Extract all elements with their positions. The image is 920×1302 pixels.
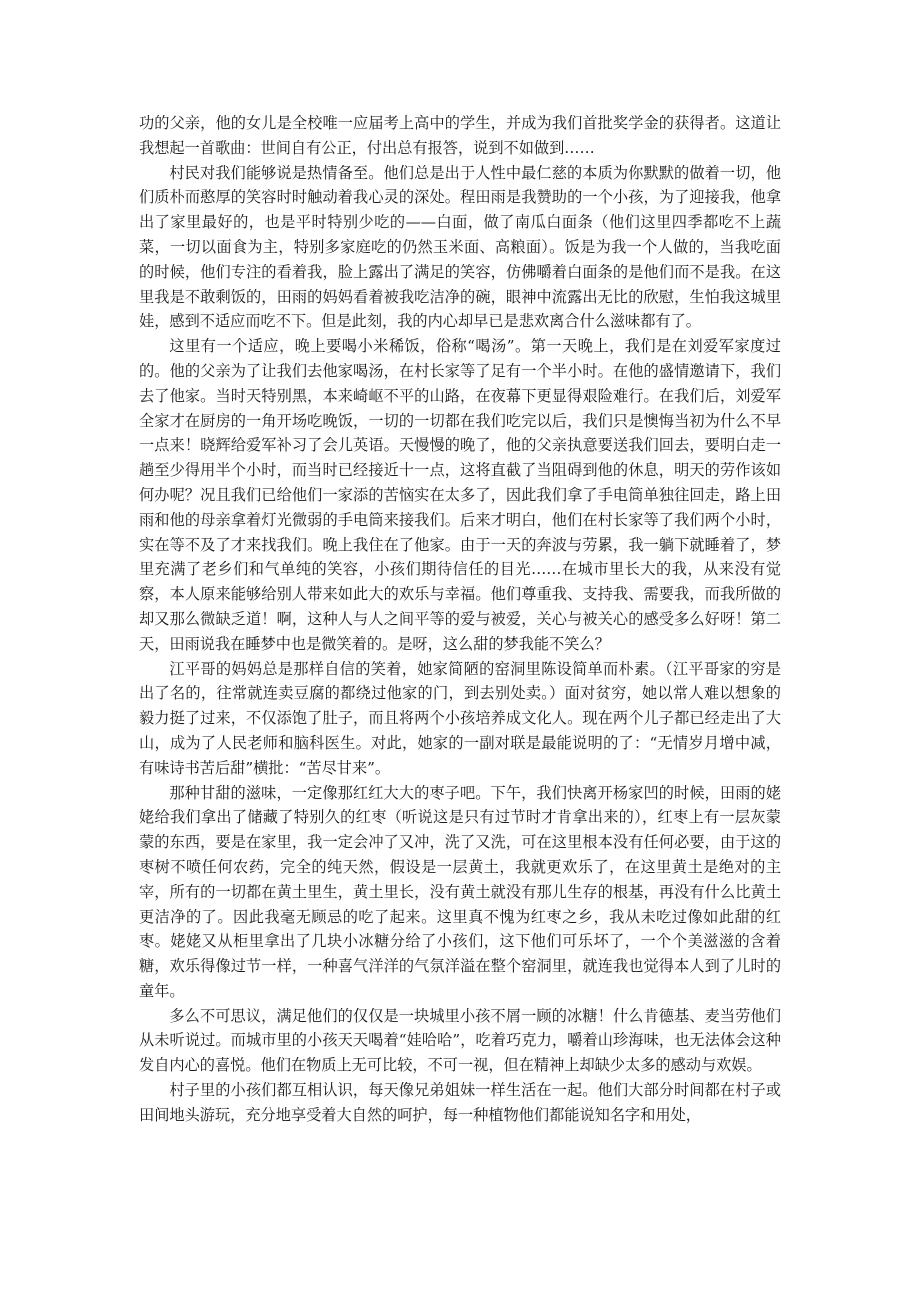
paragraph-5: 那种甘甜的滋味，一定像那红红大大的枣子吧。下午，我们快离开杨家凹的时候，田雨的姥姥给我们拿出了储藏了特别久的红枣（听说这是只有过节时才肯拿出来的），红枣上有一层灰蒙蒙的东西，要是在家里，我一定会冲了又冲，洗了又洗，可在这里根本没有任何必要，由于这的枣树不喷任何农药，完全的纯天然，假设是一层黄土，我就更欢乐了，在这里黄土是绝对的主宰，所有的一切都在黄土里生，黄土里长，没有黄土就没有那儿生存的根基，再没有什么比黄土更洁净的了。因此我毫无顾忌的吃了起来。这里真不愧为红枣之乡，我从未吃过像如此甜的红枣。姥姥又从柜里拿出了几块小冰糖分给了小孩们，这下他们可乐坏了，一个个美滋滋的含着糖，欢乐得像过节一样，一种喜气洋洋的气氛洋溢在整个窑洞里，就连我也觉得本人到了儿时的童年。 — [139, 783, 781, 1000]
paragraph-6: 多么不可思议，满足他们的仅仅是一块城里小孩不屑一顾的冰糖！什么肯德基、麦当劳他们从未听说过。而城市里的小孩天天喝着“娃哈哈”，吃着巧克力，嚼着山珍海味，也无法体会这种发自内心的喜悦。他们在物质上无可比较，不可一视，但在精神上却缺少太多的感动与欢娱。 — [139, 1006, 781, 1075]
paragraph-7: 村子里的小孩们都互相认识，每天像兄弟姐妹一样生活在一起。他们大部分时间都在村子或田间地头游玩，充分地享受着大自然的呵护，每一种植物他们都能说知名字和用处， — [139, 1081, 781, 1124]
paragraph-1: 功的父亲，他的女儿是全校唯一应届考上高中的学生，并成为我们首批奖学金的获得者。这道让我想起一首歌曲：世间自有公正，付出总有报答，说到不如做到…… — [139, 114, 781, 157]
paragraph-4: 江平哥的妈妈总是那样自信的笑着，她家简陋的窑洞里陈设简单而朴素。（江平哥家的穷是出了名的，往常就连卖豆腐的都绕过他家的门，到去别处卖。）面对贫穷，她以常人难以想象的毅力挺了过来，不仅添饱了肚子，而且将两个小孩培养成文化人。现在两个儿子都已经走出了大山，成为了人民老师和脑科医生。对此，她家的一副对联是最能说明的了：“无情岁月增中减，有味诗书苦后甜”横批：“苦尽甘来”。 — [139, 659, 781, 777]
paragraph-3: 这里有一个适应，晚上要喝小米稀饭，俗称“喝汤”。第一天晚上，我们是在刘爱军家度过的。他的父亲为了让我们去他家喝汤，在村长家等了足有一个半小时。在他的盛情邀请下，我们去了他家。当时天特别黑，本来崎岖不平的山路，在夜幕下更显得艰险难行。在我们后，刘爱军全家才在厨房的一角开场吃晚饭，一切的一切都在我们吃完以后，我们只是懊悔当初为什么不早一点来！晓辉给爱军补习了会儿英语。天慢慢的晚了，他的父亲执意要送我们回去，要明白走一趟至少得用半个小时，而当时已经接近十一点，这将直截了当阻碍到他的休息，明天的劳作该如何办呢？况且我们已给他们一家添的苦恼实在太多了，因此我们拿了手电筒单独往回走，路上田雨和他的母亲拿着灯光微弱的手电筒来接我们。后来才明白，他们在村长家等了我们两个小时，实在等不及了才来找我们。晚上我住在了他家。由于一天的奔波与劳累，我一躺下就睡着了，梦里充满了老乡们和气单纯的笑容，小孩们期待信任的目光……在城市里长大的我，从来没有觉察，本人原来能够给别人带来如此大的欢乐与幸福。他们尊重我、支持我、需要我，而我所做的却又那么微缺乏道！啊，这种人与人之间平等的爱与被爱，关心与被关心的感受多么好呀！第二天，田雨说我在睡梦中也是微笑着的。是呀，这么甜的梦我能不笑么？ — [139, 337, 781, 653]
document-page — [139, 111, 781, 1128]
paragraph-2: 村民对我们能够说是热情备至。他们总是出于人性中最仁慈的本质为你默默的做着一切，他们质朴而憨厚的笑容时时触动着我心灵的深处。程田雨是我赞助的一个小孩，为了迎接我，他拿出了家里最好的，也是平时特别少吃的——白面，做了南瓜白面条（他们这里四季都吃不上蔬菜，一切以面食为主，特别多家庭吃的仍然玉米面、高粮面）。饭是为我一个人做的，当我吃面的时候，他们专注的看着我，脸上露出了满足的笑容，仿佛嚼着白面条的是他们而不是我。在这里我是不敢剩饭的，田雨的妈妈看着被我吃洁净的碗，眼神中流露出无比的欣慰，生怕我这城里娃，感到不适应而吃不下。但是此刻，我的内心却早已是悲欢离合什么滋味都有了。 — [139, 163, 781, 331]
